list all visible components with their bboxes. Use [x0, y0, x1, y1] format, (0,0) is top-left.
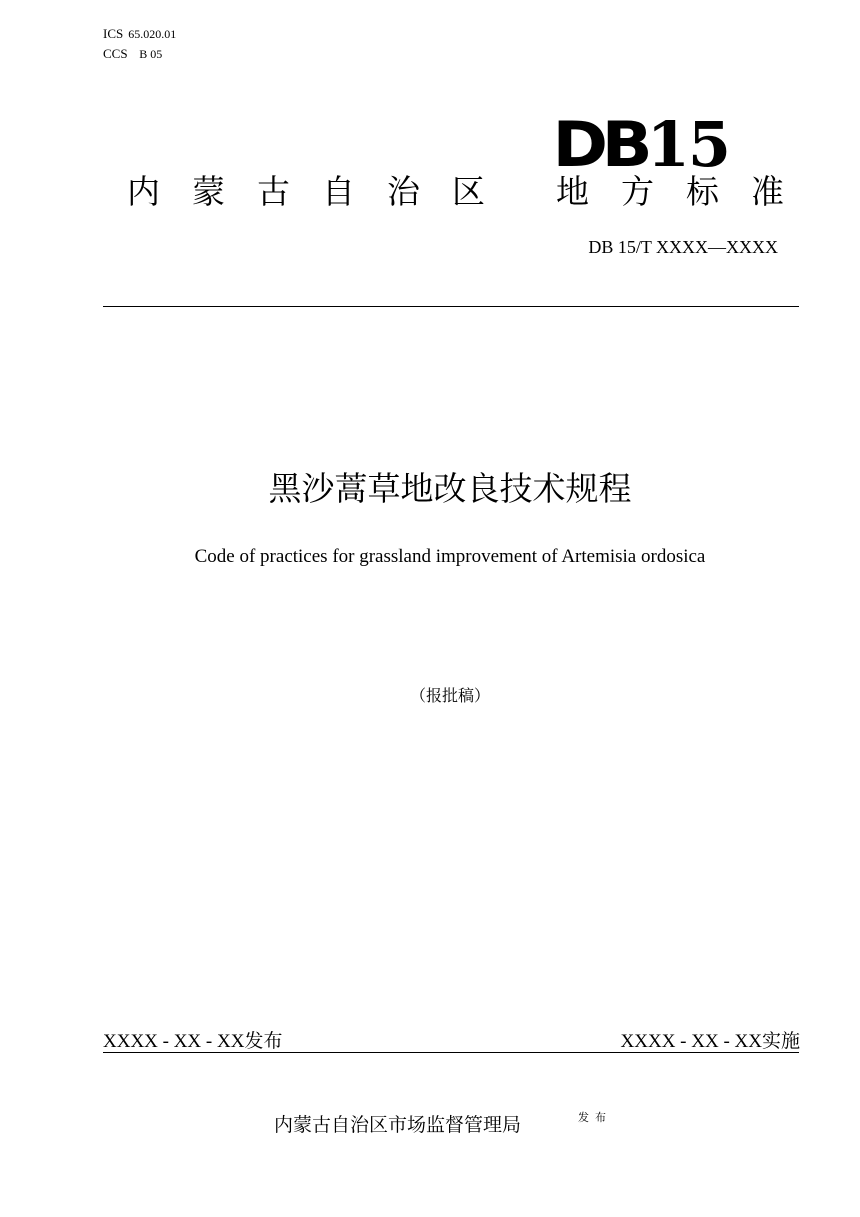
publish-date: XXXX - XX - XX [103, 1031, 245, 1052]
region-name: 内蒙古自治区 [127, 172, 517, 211]
draft-status: （报批稿） [409, 686, 490, 705]
ccs-label: CCS [103, 46, 128, 61]
standard-type: 地方标准 [556, 172, 816, 211]
issuer-action: 发布 [578, 1111, 612, 1124]
document-title-chinese: 黑沙蒿草地改良技术规程 [268, 469, 632, 508]
ics-label: ICS [103, 26, 124, 41]
ics-row [103, 26, 176, 42]
ics-value: 65.020.01 [128, 27, 177, 41]
standard-number: DB 15/T XXXX—XXXX [588, 237, 778, 257]
logo-letters: DB [552, 108, 647, 181]
document-title-english: Code of practices for grassland improvement of Artemisia ordosica [194, 546, 706, 567]
publish-date-block [103, 1029, 282, 1054]
db15-logo [552, 108, 730, 181]
ccs-row [103, 46, 162, 62]
bottom-divider [103, 1052, 799, 1053]
implement-date-block [621, 1029, 800, 1054]
logo-number: 15 [646, 108, 730, 181]
implement-date: XXXX - XX - XX [620, 1031, 762, 1052]
issuer-name: 内蒙古自治区市场监督管理局 [274, 1114, 522, 1136]
ccs-value: B 05 [139, 47, 163, 61]
implement-label: 实施 [761, 1030, 800, 1052]
publish-label: 发布 [244, 1030, 283, 1052]
top-divider [103, 306, 799, 307]
